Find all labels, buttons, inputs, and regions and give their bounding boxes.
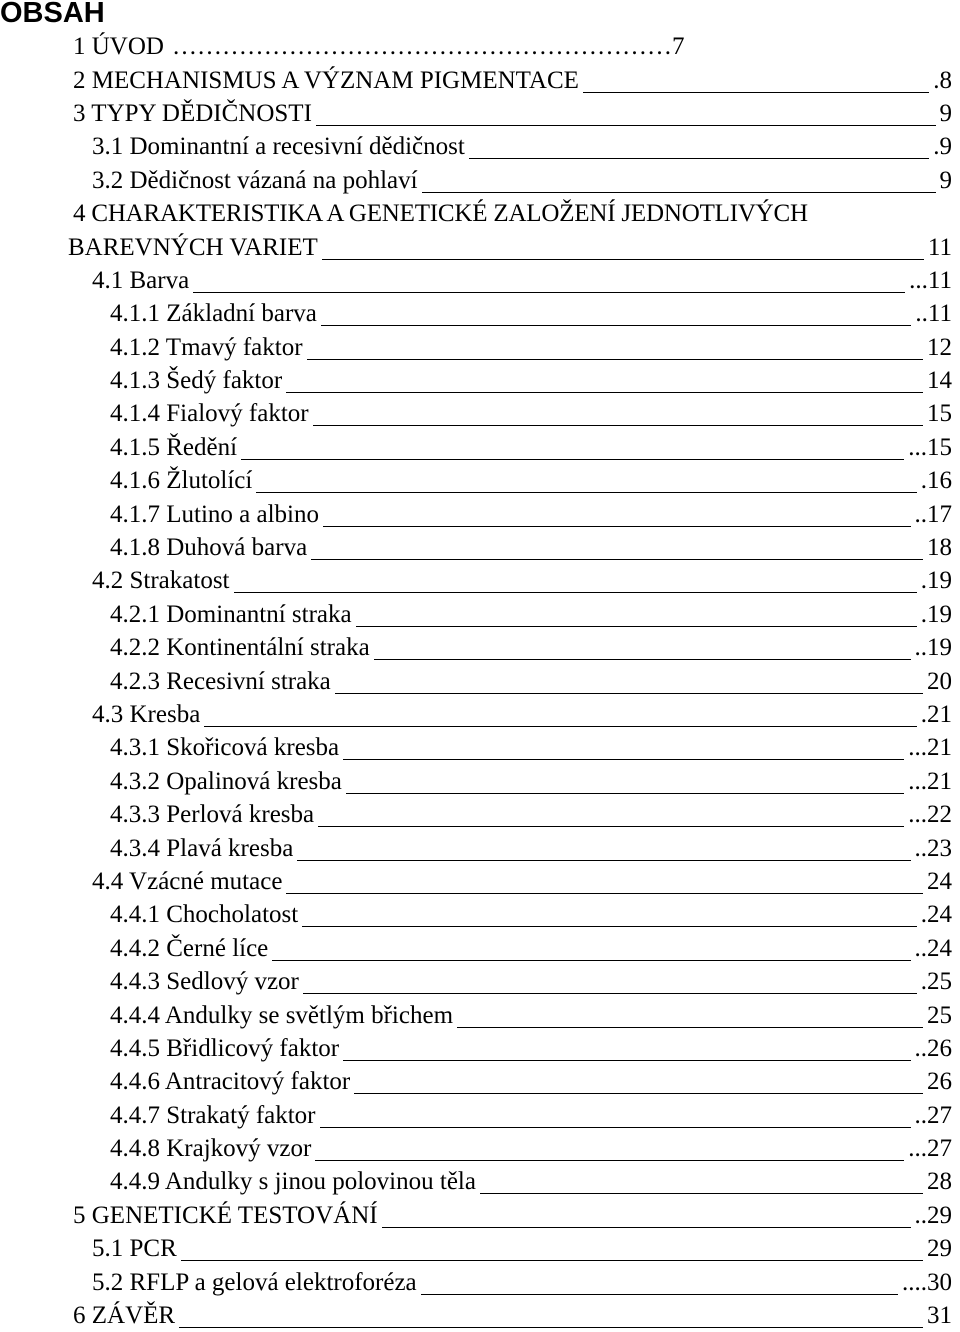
toc-entry-title: 4.4.7 Strakatý faktor bbox=[110, 1101, 316, 1129]
toc-entry-title: 4 CHARAKTERISTIKA A GENETICKÉ ZALOŽENÍ JEDNOTLIVÝCH bbox=[73, 200, 808, 228]
toc-entry-page: 18 bbox=[927, 534, 952, 562]
toc-entry-page: ..11 bbox=[915, 300, 952, 328]
toc-entry bbox=[0, 698, 960, 731]
toc-entry bbox=[0, 230, 960, 263]
toc-list bbox=[0, 30, 960, 1332]
toc-entry-title: 4.4.6 Antracitový faktor bbox=[110, 1068, 351, 1096]
toc-entry bbox=[0, 264, 960, 297]
toc-entry-title: 4.2 Strakatost bbox=[92, 567, 230, 595]
dot-leader bbox=[315, 1139, 904, 1158]
toc-entry bbox=[0, 1265, 960, 1298]
toc-entry bbox=[0, 197, 960, 230]
toc-entry-title: 4.4.8 Krajkový vzor bbox=[110, 1135, 312, 1163]
toc-entry-title: 4.4.2 Černé líce bbox=[110, 934, 269, 962]
toc-entry-page: 24 bbox=[927, 867, 952, 895]
toc-entry bbox=[0, 1299, 960, 1332]
dot-leader bbox=[307, 338, 923, 357]
toc-entry-title: 4.3 Kresba bbox=[92, 701, 201, 728]
toc-entry-title: 4.4.5 Břidlicový faktor bbox=[110, 1034, 340, 1062]
dot-leader bbox=[311, 538, 923, 557]
toc-entry bbox=[0, 431, 960, 464]
toc-entry bbox=[0, 631, 960, 664]
toc-entry-page: .8 bbox=[933, 66, 952, 94]
dot-leader bbox=[382, 1206, 911, 1225]
toc-entry-title: 1 ÚVOD bbox=[73, 33, 164, 61]
toc-entry-page: 25 bbox=[927, 1001, 952, 1029]
toc-entry-title: 4.4.9 Andulky s jinou polovinou těla bbox=[110, 1168, 476, 1196]
toc-entry-title: 4.1 Barva bbox=[92, 266, 190, 294]
dot-leader bbox=[286, 371, 923, 390]
toc-entry-page: .9 bbox=[933, 133, 952, 161]
toc-entry bbox=[0, 497, 960, 530]
toc-entry-page: 9 bbox=[939, 166, 952, 194]
dot-leader bbox=[272, 939, 910, 958]
toc-entry-title: 4.1.7 Lutino a albino bbox=[110, 500, 319, 528]
toc-entry-title: 3.1 Dominantní a recesivní dědičnost bbox=[92, 133, 465, 161]
toc-entry-title: 4.1.2 Tmavý faktor bbox=[110, 333, 303, 361]
dot-leader bbox=[356, 605, 917, 624]
toc-entry bbox=[0, 965, 960, 998]
toc-entry-page: .16 bbox=[920, 467, 952, 495]
toc-entry-page: ...21 bbox=[908, 767, 952, 795]
dot-leader bbox=[320, 1106, 911, 1125]
toc-entry bbox=[0, 464, 960, 497]
toc-entry-page: ...11 bbox=[909, 266, 952, 294]
toc-entry-page: ...27 bbox=[908, 1135, 952, 1163]
dot-leader bbox=[297, 839, 910, 858]
toc-entry bbox=[0, 397, 960, 430]
toc-entry bbox=[0, 1065, 960, 1098]
toc-entry-title: 4.1.5 Ředění bbox=[110, 433, 238, 461]
dot-leader bbox=[374, 638, 911, 657]
toc-entry-title: 5.1 PCR bbox=[92, 1235, 177, 1263]
toc-entry-page: ..19 bbox=[914, 634, 952, 662]
dot-leader bbox=[422, 171, 936, 190]
toc-entry-title: 2 MECHANISMUS A VÝZNAM PIGMENTACE bbox=[73, 66, 579, 94]
toc-entry bbox=[0, 831, 960, 864]
toc-entry-title: 4.2.3 Recesivní straka bbox=[110, 667, 331, 695]
toc-entry-title: 4.1.1 Základní barva bbox=[110, 300, 317, 328]
toc-entry-page: ....30 bbox=[902, 1268, 952, 1296]
toc-entry bbox=[0, 932, 960, 965]
toc-entry-page: .24 bbox=[920, 901, 952, 929]
toc-entry-page: ..27 bbox=[914, 1101, 952, 1129]
toc-entry bbox=[0, 297, 960, 330]
toc-entry-title: 4.1.4 Fialový faktor bbox=[110, 400, 309, 428]
dot-leader bbox=[204, 705, 916, 724]
toc-entry-page: 28 bbox=[927, 1168, 952, 1196]
toc-entry bbox=[0, 664, 960, 697]
toc-entry-page: 26 bbox=[927, 1068, 952, 1096]
toc-entry bbox=[0, 63, 960, 96]
dot-leader bbox=[343, 738, 904, 757]
toc-entry bbox=[0, 998, 960, 1031]
dot-leader bbox=[354, 1072, 923, 1091]
toc-entry bbox=[0, 1232, 960, 1265]
toc-entry bbox=[0, 765, 960, 798]
toc-entry-page: ..24 bbox=[914, 934, 952, 962]
toc-entry bbox=[0, 731, 960, 764]
toc-entry bbox=[0, 898, 960, 931]
toc-entry-page: 14 bbox=[927, 367, 952, 395]
toc-entry-title: 4.4.4 Andulky se světlým břichem bbox=[110, 1001, 454, 1029]
toc-entry bbox=[0, 598, 960, 631]
dot-leader bbox=[193, 271, 905, 290]
toc-entry bbox=[0, 164, 960, 197]
toc-entry-title: 4.4.1 Chocholatost bbox=[110, 901, 299, 929]
dot-leader bbox=[179, 1306, 923, 1325]
dot-leader bbox=[583, 71, 929, 90]
toc-entry-title: 4.2.1 Dominantní straka bbox=[110, 600, 352, 628]
toc-entry bbox=[0, 364, 960, 397]
toc-entry bbox=[0, 564, 960, 597]
toc-entry bbox=[0, 1165, 960, 1198]
dot-leader bbox=[303, 972, 917, 991]
toc-entry-page: 31 bbox=[927, 1302, 952, 1330]
toc-entry-title: 4.4 Vzácné mutace bbox=[92, 867, 283, 895]
dot-leader bbox=[256, 471, 916, 490]
toc-entry bbox=[0, 1199, 960, 1232]
toc-entry-page: ..29 bbox=[914, 1201, 952, 1229]
toc-entry-page: ..23 bbox=[914, 834, 952, 862]
dot-leader bbox=[323, 505, 911, 524]
toc-entry-page: 29 bbox=[927, 1235, 952, 1263]
toc-entry bbox=[0, 531, 960, 564]
dot-leader bbox=[346, 772, 904, 791]
dot-leader bbox=[302, 905, 917, 924]
toc-entry-title: 4.2.2 Kontinentální straka bbox=[110, 634, 370, 662]
dot-leader bbox=[469, 137, 929, 156]
dot-leader bbox=[316, 104, 936, 123]
toc-entry bbox=[0, 798, 960, 831]
toc-entry-page: ...15 bbox=[908, 433, 952, 461]
toc-entry-title: 3 TYPY DĚDIČNOSTI bbox=[73, 99, 312, 127]
toc-entry-title: 4.3.3 Perlová kresba bbox=[110, 801, 315, 829]
dot-leader bbox=[343, 1039, 910, 1058]
toc-entry-page: 12 bbox=[927, 333, 952, 361]
toc-entry-page: .21 bbox=[920, 701, 952, 728]
toc-entry bbox=[0, 30, 960, 63]
toc-entry-title: 6 ZÁVĚR bbox=[73, 1302, 176, 1330]
toc-entry-page: ..26 bbox=[914, 1034, 952, 1062]
toc-entry-page: 15 bbox=[927, 400, 952, 428]
dot-leader bbox=[234, 571, 917, 590]
toc-entry bbox=[0, 1132, 960, 1165]
toc-entry-page: ..17 bbox=[914, 500, 952, 528]
toc-entry-page: .19 bbox=[920, 567, 952, 595]
dot-leader bbox=[457, 1006, 923, 1025]
toc-entry-title: 5 GENETICKÉ TESTOVÁNÍ bbox=[73, 1201, 378, 1229]
dot-leader bbox=[313, 404, 923, 423]
toc-entry bbox=[0, 97, 960, 130]
toc-entry-page: .19 bbox=[920, 600, 952, 628]
toc-entry-page: .25 bbox=[920, 968, 952, 996]
toc-entry bbox=[0, 1032, 960, 1065]
toc-entry bbox=[0, 130, 960, 163]
dot-leader bbox=[318, 805, 904, 824]
toc-heading: OBSAH bbox=[0, 0, 105, 29]
toc-entry-title: 4.1.8 Duhová barva bbox=[110, 534, 308, 562]
toc-entry-title: 4.3.2 Opalinová kresba bbox=[110, 767, 342, 795]
dot-leader bbox=[322, 238, 924, 257]
toc-entry-page: ...22 bbox=[908, 801, 952, 829]
dot-leader bbox=[241, 438, 904, 457]
dot-leader bbox=[181, 1239, 923, 1258]
toc-entry bbox=[0, 865, 960, 898]
toc-entry bbox=[0, 331, 960, 364]
toc-entry-title: 4.3.1 Skořicová kresba bbox=[110, 734, 340, 762]
toc-entry bbox=[0, 1099, 960, 1132]
toc-entry-title: 5.2 RFLP a gelová elektroforéza bbox=[92, 1268, 417, 1296]
toc-entry-title: 3.2 Dědičnost vázaná na pohlaví bbox=[92, 166, 418, 194]
toc-entry-title: 4.1.6 Žlutolící bbox=[110, 467, 253, 495]
toc-entry-page: 20 bbox=[927, 667, 952, 695]
dot-leader bbox=[421, 1273, 898, 1292]
toc-entry-page: 9 bbox=[939, 99, 952, 127]
dot-leader bbox=[286, 872, 923, 891]
toc-entry-title: BAREVNÝCH VARIET bbox=[68, 233, 318, 261]
toc-entry-title: 4.4.3 Sedlový vzor bbox=[110, 968, 299, 996]
toc-entry-page: ……………………………………………………7 bbox=[171, 33, 685, 61]
dot-leader bbox=[321, 304, 912, 323]
dot-leader bbox=[480, 1172, 923, 1191]
dot-leader bbox=[335, 672, 923, 691]
toc-entry-page: 11 bbox=[927, 233, 952, 261]
toc-entry-title: 4.1.3 Šedý faktor bbox=[110, 367, 283, 395]
toc-entry-page: ...21 bbox=[908, 734, 952, 762]
toc-entry-title: 4.3.4 Plavá kresba bbox=[110, 834, 294, 862]
